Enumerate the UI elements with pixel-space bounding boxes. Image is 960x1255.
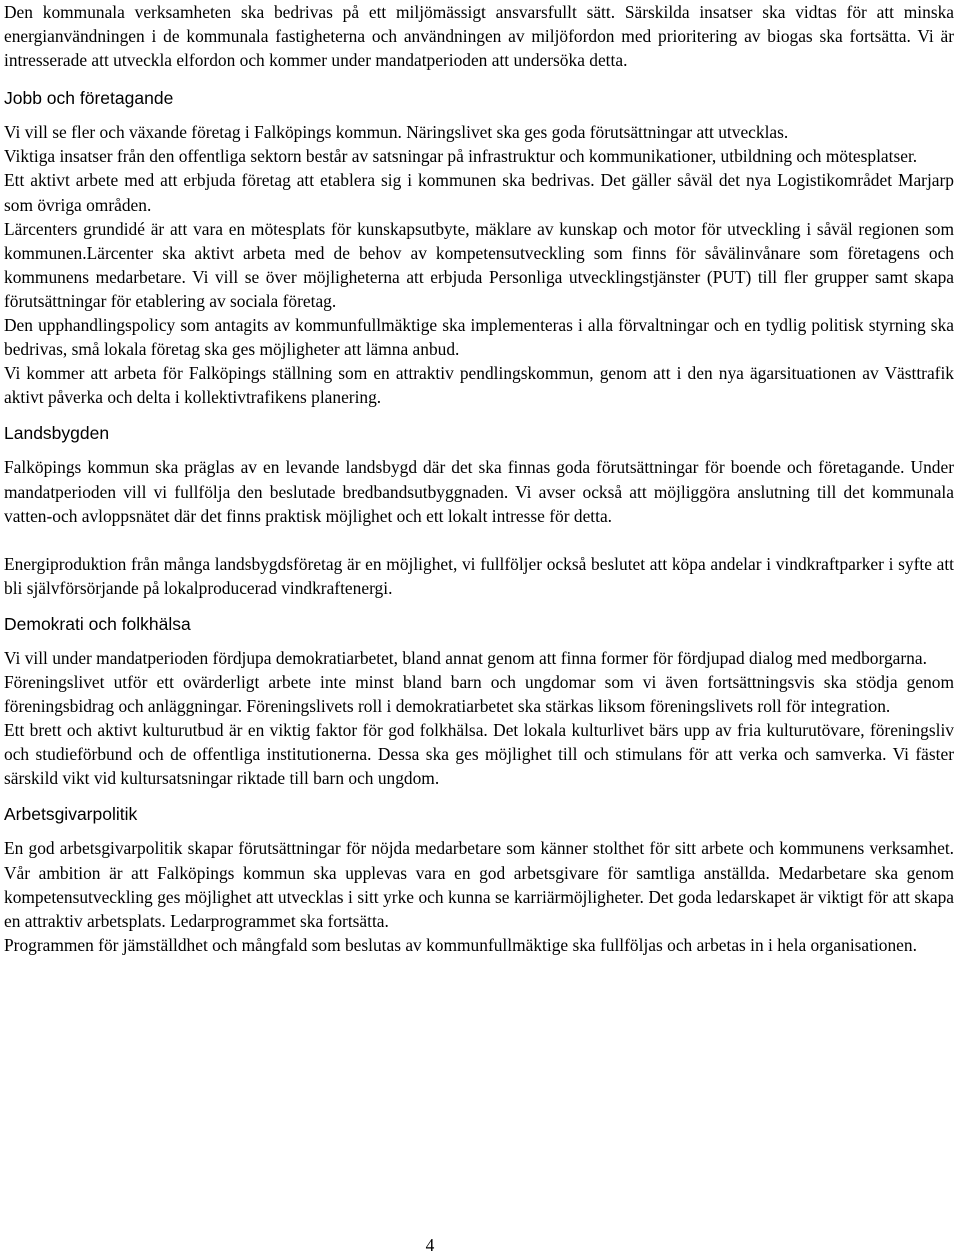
section-heading: Jobb och företagande [4,88,174,109]
section-jobb-och-foretagande [4,72,954,409]
document-page [4,0,954,957]
page-number: 4 [425,1235,435,1255]
paragraph: Den kommunala verksamheten ska bedrivas på ett miljömässigt ansvarsfullt sätt. Särskilda insatser ska vidtas för att minska energianvändningen i de kommunala fastigheterna och användningen av miljöfordon med prioritering av biogas ska fortsätta. Vi är intresserade att utveckla elfordon och kommer under mandatperioden att undersöka detta. [4,2,954,71]
section-heading: Arbetsgivarpolitik [4,804,138,825]
paragraph: Ett brett och aktivt kulturutbud är en viktig faktor för god folkhälsa. Det lokala kulturlivet bärs upp av fria kulturutövare, föreningsliv och studieförbund och de offentliga institutionerna. Dessa ska ges möjlighet till och stimulans för att verka och samverka. Vi fäster särskild vikt vid kultursatsningar riktade till barn och ungdom. [4,720,954,789]
section-heading: Demokrati och folkhälsa [4,613,191,634]
paragraph: Falköpings kommun ska präglas av en levande landsbygd där det ska finnas goda förutsättningar för boende och företagande. Under mandatperioden vill vi fullfölja den beslutade bredbandsutbyggnaden. Vi avser också att möjliggöra anslutning till det kommunala vatten-och avloppsnätet där det finns praktisk möjlighet och ett lokalt intresse för detta. [4,457,954,526]
section-arbetsgivarpolitik [4,790,954,956]
paragraph: Viktiga insatser från den offentliga sektorn består av satsningar på infrastruktur och kommunikationer, utbildning och mötesplatser. [4,146,918,167]
section-landsbygden [4,409,954,599]
paragraph: Lärcenters grundidé är att vara en mötesplats för kunskapsutbyte, mäklare av kunskap och motor för utveckling i såväl regionen som kommunen.Lärcenter ska aktivt arbeta med de behov av kompetensutveckling som finns för såvälinvånare som företagens och kommunens medarbetare. Vi vill se över möjligheterna att erbjuda Personliga utvecklingstjänster (PUT) till fler grupper samt skapa förutsättningar för etablering av sociala företag. [4,218,954,311]
paragraph: Ett aktivt arbete med att erbjuda företag att etablera sig i kommunen ska bedrivas. Det gäller såväl det nya Logistikområdet Marjarp som övriga områden. [4,170,954,215]
section-intro [4,0,954,72]
section-heading: Landsbygden [4,423,110,444]
section-demokrati-och-folkhalsa [4,600,954,791]
paragraph: Vi kommer att arbeta för Falköpings ställning som en attraktiv pendlingskommun, genom att i den nya ägarsituationen av Västtrafik aktivt påverka och delta i kollektivtrafikens planering. [4,363,954,408]
paragraph: Vi vill se fler och växande företag i Falköpings kommun. Näringslivet ska ges goda förutsättningar att utvecklas. [4,122,789,143]
paragraph: Energiproduktion från många landsbygdsföretag är en möjlighet, vi fullföljer också beslutet att köpa andelar i vindkraftparker i syfte att bli självförsörjande på lokalproducerad vindkraftenergi. [4,553,954,598]
paragraph: Programmen för jämställdhet och mångfald som beslutas av kommunfullmäktige ska fullföljas och arbetas in i hela organisationen. [4,934,917,955]
paragraph: En god arbetsgivarpolitik skapar förutsättningar för nöjda medarbetare som känner stolthet för sitt arbete och kommunens verksamhet. Vår ambition är att Falköpings kommun ska upplevas vara en god arbetsgivare för samtliga anställda. Medarbetare ska genom kompetensutveckling ges möjlighet att utvecklas i sitt yrke och kunna se karriärmöjligheter. Det goda ledarskapet är viktigt för att skapa en attraktiv arbetsplats. Ledarprogrammet ska fortsätta. [4,838,954,931]
paragraph: Vi vill under mandatperioden fördjupa demokratiarbetet, bland annat genom att finna former för fördjupad dialog med medborgarna. [4,647,927,668]
paragraph: Den upphandlingspolicy som antagits av kommunfullmäktige ska implementeras i alla förvaltningar och en tydlig politisk styrning ska bedrivas, små lokala företag ska ges möjligheter att lämna anbud. [4,315,954,360]
paragraph: Föreningslivet utför ett ovärderligt arbete inte minst bland barn och ungdomar som vi även fortsättningsvis ska stödja genom föreningsbidrag och anläggningar. Föreningslivets roll i demokratiarbetet ska stärkas liksom föreningslivets roll för integration. [4,671,954,717]
